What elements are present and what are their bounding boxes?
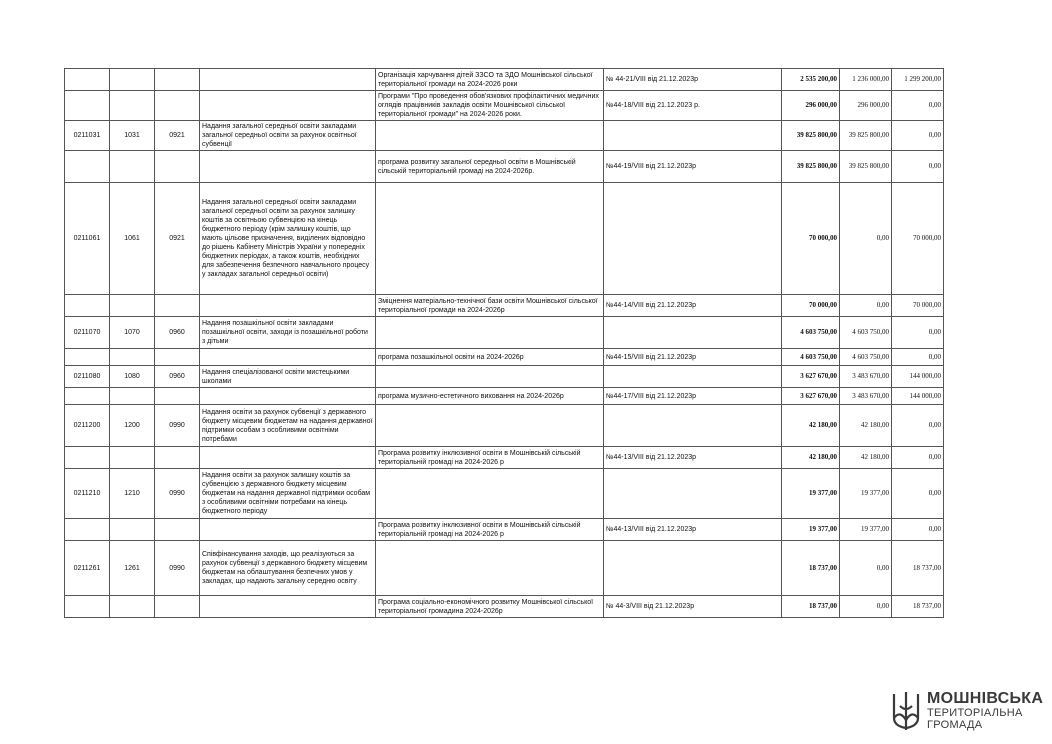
kfkvk-cell: 0990: [155, 405, 200, 447]
total-amount-cell: 18 737,00: [782, 596, 840, 618]
kfkvk-cell: 0990: [155, 469, 200, 519]
general-fund-cell: 3 483 670,00: [840, 388, 892, 405]
budget-item-name-cell: [200, 388, 376, 405]
total-amount-cell: 3 627 670,00: [782, 366, 840, 388]
special-fund-cell: 0,00: [892, 405, 944, 447]
decision-number-cell: №44-14/VIII від 21.12.2023р: [604, 295, 782, 317]
decision-number-cell: №44-17/VIII від 21.12.2023р: [604, 388, 782, 405]
kfk-cell: 1080: [110, 366, 155, 388]
special-fund-cell: 0,00: [892, 447, 944, 469]
total-amount-cell: 4 603 750,00: [782, 349, 840, 366]
total-amount-cell: 39 825 800,00: [782, 151, 840, 183]
kfkvk-cell: [155, 91, 200, 121]
decision-number-cell: [604, 469, 782, 519]
program-name-cell: Зміцнення матеріально-технічної бази освіти Мошнівської сільської територіальної громади на 2024-2026р: [376, 295, 604, 317]
kfkvk-cell: [155, 596, 200, 618]
trident-icon: [890, 690, 922, 732]
program-name-cell: програма позашкільної освіти на 2024-2026р: [376, 349, 604, 366]
total-amount-cell: 19 377,00: [782, 519, 840, 541]
budget-item-name-cell: [200, 349, 376, 366]
table-row: [65, 183, 944, 295]
program-name-cell: [376, 121, 604, 151]
total-amount-cell: 296 000,00: [782, 91, 840, 121]
budget-item-name-cell: Співфінансування заходів, що реалізуються за рахунок субвенції з державного бюджету місцевим бюджетам на облаштування безпечних умов у закладах, що надають загальну середню освіту: [200, 541, 376, 596]
kfkvk-cell: [155, 69, 200, 91]
general-fund-cell: 4 603 750,00: [840, 317, 892, 349]
kfkvk-cell: 0990: [155, 541, 200, 596]
table-row: [65, 596, 944, 618]
special-fund-cell: 18 737,00: [892, 596, 944, 618]
kfk-cell: [110, 151, 155, 183]
decision-number-cell: №44-15/VIII від 21.12.2023р: [604, 349, 782, 366]
kpkvk-cell: [65, 69, 110, 91]
table-row: [65, 519, 944, 541]
special-fund-cell: 144 000,00: [892, 366, 944, 388]
budget-item-name-cell: Надання загальної середньої освіти закладами загальної середньої освіти за рахунок залишку коштів за освітньою субвенцією на кінець бюджетного періоду (крім залишку коштів, що мають цільове призначення, виділених відповідно до рішень Кабінету Міністрів України у попередніх бюджетних періодах, а також коштів, необхідних для забезпечення безпечного навчального процесу у закладах загальної середньої освіти): [200, 183, 376, 295]
kfk-cell: 1061: [110, 183, 155, 295]
budget-item-name-cell: [200, 519, 376, 541]
kpkvk-cell: 0211061: [65, 183, 110, 295]
total-amount-cell: 70 000,00: [782, 183, 840, 295]
program-name-cell: [376, 317, 604, 349]
kpkvk-cell: [65, 151, 110, 183]
kfkvk-cell: 0960: [155, 366, 200, 388]
total-amount-cell: 18 737,00: [782, 541, 840, 596]
program-name-cell: [376, 366, 604, 388]
general-fund-cell: 19 377,00: [840, 469, 892, 519]
general-fund-cell: 39 825 800,00: [840, 151, 892, 183]
table-row: [65, 69, 944, 91]
decision-number-cell: [604, 405, 782, 447]
kpkvk-cell: [65, 295, 110, 317]
table-row: [65, 447, 944, 469]
program-name-cell: Програми "Про проведення обов'язкових профілактичних медичних оглядів працівників закладів освіти Мошнівської сільської територіальної громади" на 2024-2026 роки.: [376, 91, 604, 121]
total-amount-cell: 2 535 200,00: [782, 69, 840, 91]
program-name-cell: Програма соціально-економічного розвитку Мошнівської сільської територіальної громадина 2024-2026р: [376, 596, 604, 618]
kpkvk-cell: 0211070: [65, 317, 110, 349]
decision-number-cell: №44-13/VIII від 21.12.2023р: [604, 447, 782, 469]
kpkvk-cell: [65, 519, 110, 541]
special-fund-cell: 144 000,00: [892, 388, 944, 405]
table-row: [65, 366, 944, 388]
kpkvk-cell: [65, 91, 110, 121]
total-amount-cell: 42 180,00: [782, 405, 840, 447]
kfk-cell: 1070: [110, 317, 155, 349]
special-fund-cell: 0,00: [892, 349, 944, 366]
special-fund-cell: 70 000,00: [892, 295, 944, 317]
program-name-cell: програма розвитку загальної середньої освіти в Мошнівській сільській територіальній громаді на 2024-2026р.: [376, 151, 604, 183]
table-row: [65, 388, 944, 405]
total-amount-cell: 42 180,00: [782, 447, 840, 469]
program-name-cell: програма музично-естетичного виховання на 2024-2026р: [376, 388, 604, 405]
decision-number-cell: № 44-3/VIII від 21.12.2023р: [604, 596, 782, 618]
kpkvk-cell: [65, 349, 110, 366]
general-fund-cell: 0,00: [840, 541, 892, 596]
decision-number-cell: №44-13/VIII від 21.12.2023р: [604, 519, 782, 541]
program-name-cell: Організація харчування дітей ЗЗСО та ЗДО Мошнівської сільської територіальної громади на 2024-2026 роки: [376, 69, 604, 91]
program-name-cell: Програма розвитку інклюзивної освіти в Мошнівській сільській територіальній громаді на 2024-2026 р: [376, 447, 604, 469]
table-row: [65, 469, 944, 519]
decision-number-cell: [604, 366, 782, 388]
kfk-cell: [110, 519, 155, 541]
logo-subtitle-1: ТЕРИТОРІАЛЬНА: [927, 707, 1023, 719]
decision-number-cell: [604, 183, 782, 295]
budget-item-name-cell: [200, 295, 376, 317]
decision-number-cell: [604, 121, 782, 151]
budget-item-name-cell: Надання загальної середньої освіти закладами загальної середньої освіти за рахунок освітньої субвенції: [200, 121, 376, 151]
decision-number-cell: №44-18/VIII від 21.12.2023 р.: [604, 91, 782, 121]
kfkvk-cell: 0921: [155, 183, 200, 295]
general-fund-cell: 4 603 750,00: [840, 349, 892, 366]
kpkvk-cell: 0211080: [65, 366, 110, 388]
kfk-cell: [110, 295, 155, 317]
total-amount-cell: 70 000,00: [782, 295, 840, 317]
special-fund-cell: 1 299 200,00: [892, 69, 944, 91]
kfk-cell: [110, 596, 155, 618]
budget-item-name-cell: [200, 596, 376, 618]
kfkvk-cell: [155, 447, 200, 469]
decision-number-cell: [604, 317, 782, 349]
budget-table: [64, 68, 944, 618]
kpkvk-cell: [65, 596, 110, 618]
special-fund-cell: 0,00: [892, 469, 944, 519]
program-name-cell: Програма розвитку інклюзивної освіти в Мошнівській сільській територіальній громаді на 2024-2026 р: [376, 519, 604, 541]
general-fund-cell: 1 236 000,00: [840, 69, 892, 91]
general-fund-cell: 0,00: [840, 295, 892, 317]
general-fund-cell: 296 000,00: [840, 91, 892, 121]
special-fund-cell: 0,00: [892, 151, 944, 183]
kpkvk-cell: 0211261: [65, 541, 110, 596]
general-fund-cell: 3 483 670,00: [840, 366, 892, 388]
kfkvk-cell: [155, 151, 200, 183]
table-row: [65, 405, 944, 447]
table-row: [65, 349, 944, 366]
kfkvk-cell: [155, 519, 200, 541]
special-fund-cell: 70 000,00: [892, 183, 944, 295]
kfk-cell: [110, 447, 155, 469]
budget-item-name-cell: [200, 447, 376, 469]
program-name-cell: [376, 541, 604, 596]
program-name-cell: [376, 469, 604, 519]
table-row: [65, 295, 944, 317]
total-amount-cell: 19 377,00: [782, 469, 840, 519]
special-fund-cell: 18 737,00: [892, 541, 944, 596]
budget-table-body: [65, 69, 944, 618]
special-fund-cell: 0,00: [892, 91, 944, 121]
budget-item-name-cell: [200, 151, 376, 183]
program-name-cell: [376, 183, 604, 295]
total-amount-cell: 39 825 800,00: [782, 121, 840, 151]
kpkvk-cell: 0211200: [65, 405, 110, 447]
table-row: [65, 91, 944, 121]
program-name-cell: [376, 405, 604, 447]
kfkvk-cell: 0960: [155, 317, 200, 349]
logo-title: МОШНІВСЬКА: [927, 690, 1044, 707]
kfk-cell: [110, 388, 155, 405]
kfkvk-cell: [155, 349, 200, 366]
budget-item-name-cell: Надання освіти за рахунок субвенції з державного бюджету місцевим бюджетам на надання державної підтримки особам з особливими освітніми потребами: [200, 405, 376, 447]
kfkvk-cell: 0921: [155, 121, 200, 151]
decision-number-cell: № 44-21/VIII від 21.12.2023р: [604, 69, 782, 91]
logo-subtitle-2: ГРОМАДА: [927, 719, 983, 731]
general-fund-cell: 39 825 800,00: [840, 121, 892, 151]
special-fund-cell: 0,00: [892, 317, 944, 349]
budget-item-name-cell: Надання освіти за рахунок залишку коштів за субвенцією з державного бюджету місцевим бюджетам на надання державної підтримки особам з особливими освітніми потребами на кінець бюджетного періоду: [200, 469, 376, 519]
total-amount-cell: 4 603 750,00: [782, 317, 840, 349]
general-fund-cell: 0,00: [840, 183, 892, 295]
kfk-cell: [110, 349, 155, 366]
decision-number-cell: [604, 541, 782, 596]
special-fund-cell: 0,00: [892, 519, 944, 541]
kfk-cell: 1031: [110, 121, 155, 151]
table-row: [65, 317, 944, 349]
table-row: [65, 151, 944, 183]
kpkvk-cell: [65, 388, 110, 405]
community-logo: [890, 690, 1043, 732]
general-fund-cell: 42 180,00: [840, 405, 892, 447]
total-amount-cell: 3 627 670,00: [782, 388, 840, 405]
general-fund-cell: 42 180,00: [840, 447, 892, 469]
kfk-cell: 1200: [110, 405, 155, 447]
general-fund-cell: 19 377,00: [840, 519, 892, 541]
budget-item-name-cell: [200, 91, 376, 121]
special-fund-cell: 0,00: [892, 121, 944, 151]
kpkvk-cell: [65, 447, 110, 469]
table-row: [65, 121, 944, 151]
kpkvk-cell: 0211210: [65, 469, 110, 519]
kfk-cell: 1261: [110, 541, 155, 596]
table-row: [65, 541, 944, 596]
decision-number-cell: №44-19/VIII від 21.12.2023р: [604, 151, 782, 183]
budget-item-name-cell: Надання позашкільної освіти закладами позашкільної освіти, заходи із позашкільної роботи з дітьми: [200, 317, 376, 349]
kpkvk-cell: 0211031: [65, 121, 110, 151]
kfkvk-cell: [155, 295, 200, 317]
budget-item-name-cell: [200, 69, 376, 91]
kfk-cell: [110, 69, 155, 91]
kfkvk-cell: [155, 388, 200, 405]
kfk-cell: [110, 91, 155, 121]
budget-item-name-cell: Надання спеціалізованої освіти мистецькими школами: [200, 366, 376, 388]
kfk-cell: 1210: [110, 469, 155, 519]
general-fund-cell: 0,00: [840, 596, 892, 618]
